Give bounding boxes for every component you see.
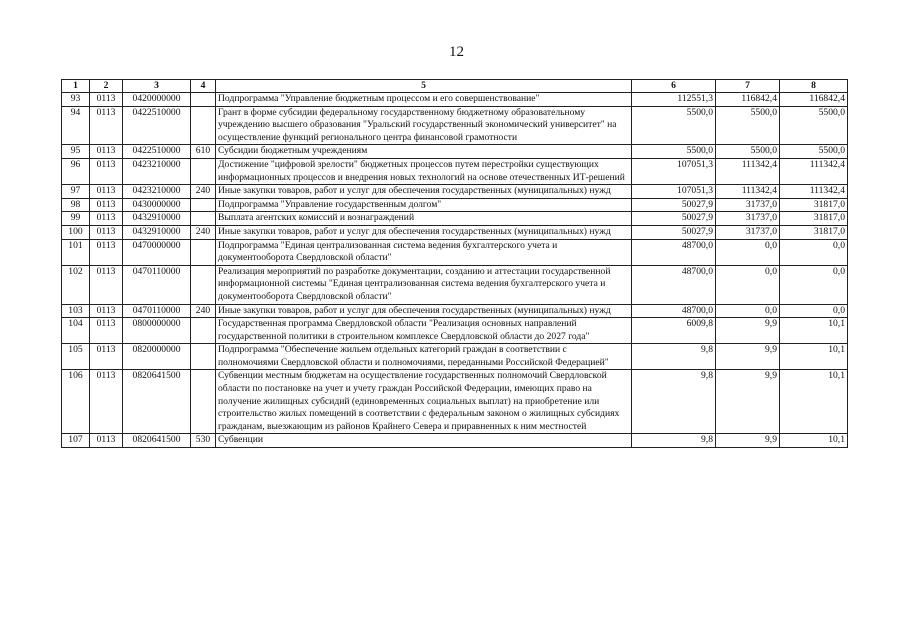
amount-col6-cell: 50027,9 (632, 198, 716, 212)
amount-col8-cell: 10,1 (780, 434, 848, 448)
expense-kind-cell: 240 (191, 185, 216, 199)
table-row (62, 106, 848, 145)
target-article-cell: 0432910000 (123, 225, 191, 239)
amount-col8-cell: 10,1 (780, 344, 848, 370)
item-name-cell: Грант в форме субсидии федеральному государственному бюджетному образовательному учреждению высшего образования "Уральский государственный экономический университет" на осуществление функций регионального центра финансовой грамотности (216, 106, 632, 145)
row-number-cell: 102 (62, 265, 90, 304)
row-number-cell: 95 (62, 145, 90, 159)
target-article-cell: 0422510000 (123, 106, 191, 145)
row-number-cell: 105 (62, 344, 90, 370)
target-article-cell: 0420000000 (123, 93, 191, 107)
item-name-cell: Субвенции (216, 434, 632, 448)
table-body (62, 93, 848, 448)
amount-col6-cell: 107051,3 (632, 158, 716, 184)
section-code-cell: 0113 (90, 344, 123, 370)
target-article-cell: 0820641500 (123, 370, 191, 434)
amount-col6-cell: 5500,0 (632, 145, 716, 159)
table-row (62, 145, 848, 159)
expense-kind-cell: 240 (191, 304, 216, 318)
table-row (62, 198, 848, 212)
target-article-cell: 0470000000 (123, 239, 191, 265)
expense-kind-cell: 240 (191, 225, 216, 239)
page-number: 12 (449, 44, 464, 60)
section-code-cell: 0113 (90, 106, 123, 145)
amount-col8-cell: 0,0 (780, 239, 848, 265)
amount-col8-cell: 116842,4 (780, 93, 848, 107)
row-number-cell: 98 (62, 198, 90, 212)
col-header-4: 4 (191, 80, 216, 93)
expense-kind-cell (191, 106, 216, 145)
amount-col8-cell: 31817,0 (780, 225, 848, 239)
table-row (62, 185, 848, 199)
col-header-7: 7 (716, 80, 780, 93)
section-code-cell: 0113 (90, 145, 123, 159)
amount-col7-cell: 0,0 (716, 239, 780, 265)
amount-col7-cell: 9,9 (716, 434, 780, 448)
budget-table (61, 79, 848, 448)
amount-col7-cell: 9,9 (716, 370, 780, 434)
amount-col8-cell: 0,0 (780, 265, 848, 304)
item-name-cell: Подпрограмма "Единая централизованная система ведения бухгалтерского учета и документооборота Свердловской области" (216, 239, 632, 265)
row-number-cell: 101 (62, 239, 90, 265)
section-code-cell: 0113 (90, 185, 123, 199)
item-name-cell: Реализация мероприятий по разработке документации, созданию и аттестации государственной информационной системы "Единая централизованная система ведения бухгалтерского учета и документооборота Свердловской области" (216, 265, 632, 304)
section-code-cell: 0113 (90, 265, 123, 304)
amount-col7-cell: 31737,0 (716, 198, 780, 212)
target-article-cell: 0470110000 (123, 265, 191, 304)
expense-kind-cell (191, 344, 216, 370)
expense-kind-cell (191, 370, 216, 434)
amount-col8-cell: 10,1 (780, 370, 848, 434)
expense-kind-cell (191, 93, 216, 107)
amount-col7-cell: 5500,0 (716, 106, 780, 145)
section-code-cell: 0113 (90, 212, 123, 226)
table-row (62, 158, 848, 184)
item-name-cell: Иные закупки товаров, работ и услуг для обеспечения государственных (муниципальных) нужд (216, 225, 632, 239)
table-row (62, 239, 848, 265)
target-article-cell: 0423210000 (123, 158, 191, 184)
item-name-cell: Субвенции местным бюджетам на осуществление государственных полномочий Свердловской области по постановке на учет и учету граждан Российской Федерации, имеющих право на получение жилищных субсидий (единовременных социальных выплат) на приобретение или строительство жилых помещений в соответствии с федеральным законом о жилищных субсидиях гражданам, выезжающим из районов Крайнего Севера и приравненных к ним местностей (216, 370, 632, 434)
expense-kind-cell: 530 (191, 434, 216, 448)
section-code-cell: 0113 (90, 158, 123, 184)
amount-col8-cell: 31817,0 (780, 212, 848, 226)
target-article-cell: 0432910000 (123, 212, 191, 226)
amount-col8-cell: 111342,4 (780, 185, 848, 199)
amount-col6-cell: 107051,3 (632, 185, 716, 199)
section-code-cell: 0113 (90, 434, 123, 448)
amount-col7-cell: 111342,4 (716, 185, 780, 199)
amount-col6-cell: 48700,0 (632, 239, 716, 265)
header-row (62, 80, 848, 93)
amount-col7-cell: 9,9 (716, 344, 780, 370)
row-number-cell: 99 (62, 212, 90, 226)
target-article-cell: 0820000000 (123, 344, 191, 370)
amount-col8-cell: 10,1 (780, 318, 848, 344)
item-name-cell: Достижение "цифровой зрелости" бюджетных процессов путем перестройки существующих информационных процессов и внедрения новых технологий на основе отечественных ИТ-решений (216, 158, 632, 184)
col-header-6: 6 (632, 80, 716, 93)
target-article-cell: 0430000000 (123, 198, 191, 212)
expense-kind-cell (191, 318, 216, 344)
amount-col6-cell: 50027,9 (632, 225, 716, 239)
table-row (62, 225, 848, 239)
amount-col6-cell: 48700,0 (632, 304, 716, 318)
target-article-cell: 0422510000 (123, 145, 191, 159)
expense-kind-cell (191, 239, 216, 265)
section-code-cell: 0113 (90, 304, 123, 318)
amount-col6-cell: 9,8 (632, 344, 716, 370)
table-row (62, 304, 848, 318)
amount-col7-cell: 9,9 (716, 318, 780, 344)
amount-col6-cell: 112551,3 (632, 93, 716, 107)
item-name-cell: Подпрограмма "Управление государственным долгом" (216, 198, 632, 212)
target-article-cell: 0800000000 (123, 318, 191, 344)
col-header-2: 2 (90, 80, 123, 93)
row-number-cell: 96 (62, 158, 90, 184)
section-code-cell: 0113 (90, 225, 123, 239)
expense-kind-cell (191, 198, 216, 212)
row-number-cell: 103 (62, 304, 90, 318)
row-number-cell: 104 (62, 318, 90, 344)
amount-col6-cell: 9,8 (632, 434, 716, 448)
item-name-cell: Подпрограмма "Управление бюджетным процессом и его совершенствование" (216, 93, 632, 107)
item-name-cell: Иные закупки товаров, работ и услуг для обеспечения государственных (муниципальных) нужд (216, 185, 632, 199)
amount-col8-cell: 5500,0 (780, 106, 848, 145)
target-article-cell: 0470110000 (123, 304, 191, 318)
table-row (62, 344, 848, 370)
row-number-cell: 93 (62, 93, 90, 107)
expense-kind-cell: 610 (191, 145, 216, 159)
table-row (62, 212, 848, 226)
expense-kind-cell (191, 265, 216, 304)
table-row (62, 318, 848, 344)
table-row (62, 265, 848, 304)
table-row (62, 434, 848, 448)
amount-col6-cell: 48700,0 (632, 265, 716, 304)
section-code-cell: 0113 (90, 198, 123, 212)
amount-col6-cell: 5500,0 (632, 106, 716, 145)
amount-col7-cell: 5500,0 (716, 145, 780, 159)
col-header-8: 8 (780, 80, 848, 93)
item-name-cell: Выплата агентских комиссий и вознаграждений (216, 212, 632, 226)
amount-col7-cell: 116842,4 (716, 93, 780, 107)
amount-col8-cell: 5500,0 (780, 145, 848, 159)
row-number-cell: 94 (62, 106, 90, 145)
item-name-cell: Субсидии бюджетным учреждениям (216, 145, 632, 159)
section-code-cell: 0113 (90, 370, 123, 434)
row-number-cell: 100 (62, 225, 90, 239)
section-code-cell: 0113 (90, 93, 123, 107)
expense-kind-cell (191, 212, 216, 226)
amount-col7-cell: 31737,0 (716, 212, 780, 226)
col-header-3: 3 (123, 80, 191, 93)
item-name-cell: Государственная программа Свердловской области "Реализация основных направлений государственной политики в строительном комплексе Свердловской области до 2027 года" (216, 318, 632, 344)
amount-col6-cell: 6009,8 (632, 318, 716, 344)
section-code-cell: 0113 (90, 318, 123, 344)
row-number-cell: 107 (62, 434, 90, 448)
item-name-cell: Подпрограмма "Обеспечение жильем отдельных категорий граждан в соответствии с полномочиями Свердловской области и полномочиями, переданными Российской Федерацией" (216, 344, 632, 370)
row-number-cell: 106 (62, 370, 90, 434)
amount-col7-cell: 0,0 (716, 304, 780, 318)
amount-col6-cell: 50027,9 (632, 212, 716, 226)
target-article-cell: 0423210000 (123, 185, 191, 199)
section-code-cell: 0113 (90, 239, 123, 265)
item-name-cell: Иные закупки товаров, работ и услуг для обеспечения государственных (муниципальных) нужд (216, 304, 632, 318)
col-header-5: 5 (216, 80, 632, 93)
amount-col8-cell: 0,0 (780, 304, 848, 318)
amount-col8-cell: 31817,0 (780, 198, 848, 212)
amount-col8-cell: 111342,4 (780, 158, 848, 184)
expense-kind-cell (191, 158, 216, 184)
amount-col7-cell: 0,0 (716, 265, 780, 304)
amount-col7-cell: 31737,0 (716, 225, 780, 239)
amount-col6-cell: 9,8 (632, 370, 716, 434)
table-row (62, 370, 848, 434)
row-number-cell: 97 (62, 185, 90, 199)
table-row (62, 93, 848, 107)
amount-col7-cell: 111342,4 (716, 158, 780, 184)
col-header-1: 1 (62, 80, 90, 93)
target-article-cell: 0820641500 (123, 434, 191, 448)
